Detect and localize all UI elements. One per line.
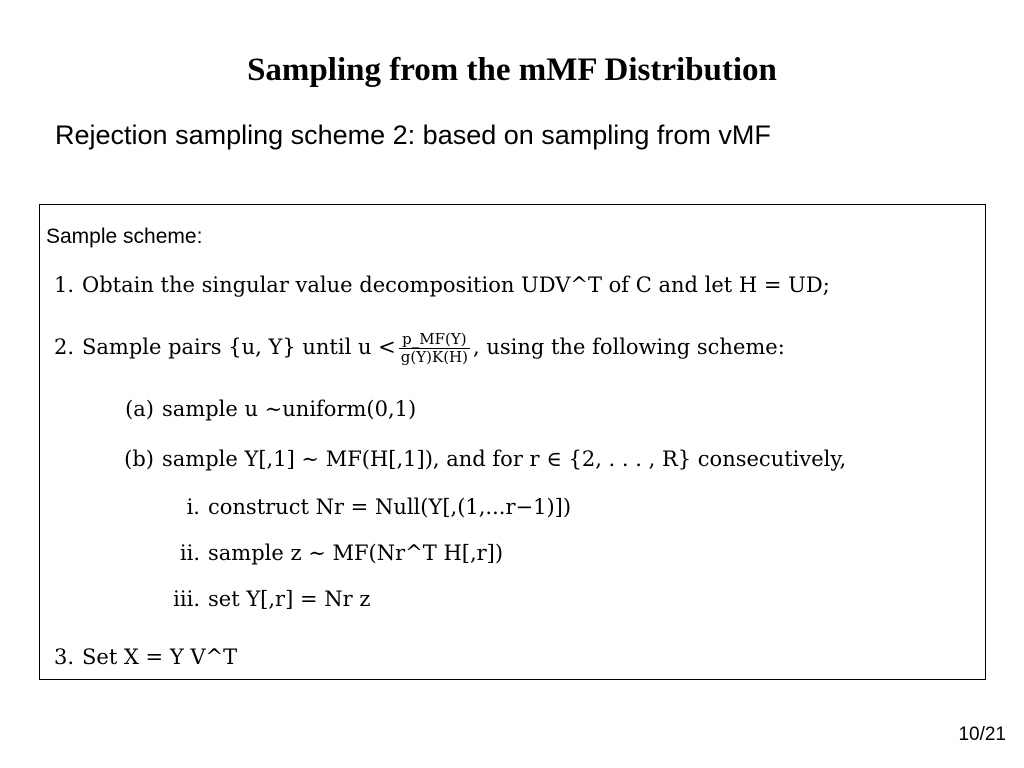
step-text: construct Nr = Null(Y[,(1,...r−1)]) — [208, 495, 572, 519]
fraction-denominator: g(Y)K(H) — [400, 348, 468, 366]
step-text: sample Y[,1] ∼ MF(H[,1]), and for r ∈ {2, . . . , R} consecutively, — [162, 447, 847, 471]
scheme-box — [39, 204, 986, 680]
step-2 — [40, 331, 785, 366]
step-2b — [114, 447, 846, 471]
slide-title: Sampling from the mMF Distribution — [247, 52, 777, 88]
step-number: 1. — [53, 273, 74, 297]
fraction-numerator: p_MF(Y) — [399, 331, 470, 349]
step-number: i. — [186, 495, 200, 519]
step-number: (b) — [124, 447, 154, 471]
scheme-label: Sample scheme: — [46, 225, 203, 248]
step-2a — [114, 397, 416, 421]
step-number: (a) — [125, 397, 154, 421]
step-2b-i — [160, 495, 571, 519]
step-text: Set X = Y V^T — [82, 645, 238, 669]
step-2b-ii — [160, 541, 503, 565]
step-3 — [40, 645, 237, 669]
step-text: set Y[,r] = Nr z — [208, 587, 371, 611]
step-number: 2. — [53, 335, 74, 359]
step-2b-iii — [160, 587, 370, 611]
step-text: sample u ∼uniform(0,1) — [162, 397, 417, 421]
step-number: 3. — [53, 645, 74, 669]
page-number: 10/21 — [958, 724, 1006, 745]
step-1 — [40, 273, 830, 297]
slide-subtitle: Rejection sampling scheme 2: based on sampling from vMF — [55, 120, 771, 150]
step-number: iii. — [173, 587, 200, 611]
step-text: Obtain the singular value decomposition UDV^T of C and let H = UD; — [82, 273, 830, 297]
acceptance-fraction — [399, 331, 470, 366]
step-text: sample z ∼ MF(Nr^T H[,r]) — [208, 541, 504, 565]
step-number: ii. — [179, 541, 200, 565]
step-text-after: , using the following scheme: — [472, 335, 785, 359]
step-text-before: Sample pairs {u, Y} until u < — [82, 335, 396, 359]
